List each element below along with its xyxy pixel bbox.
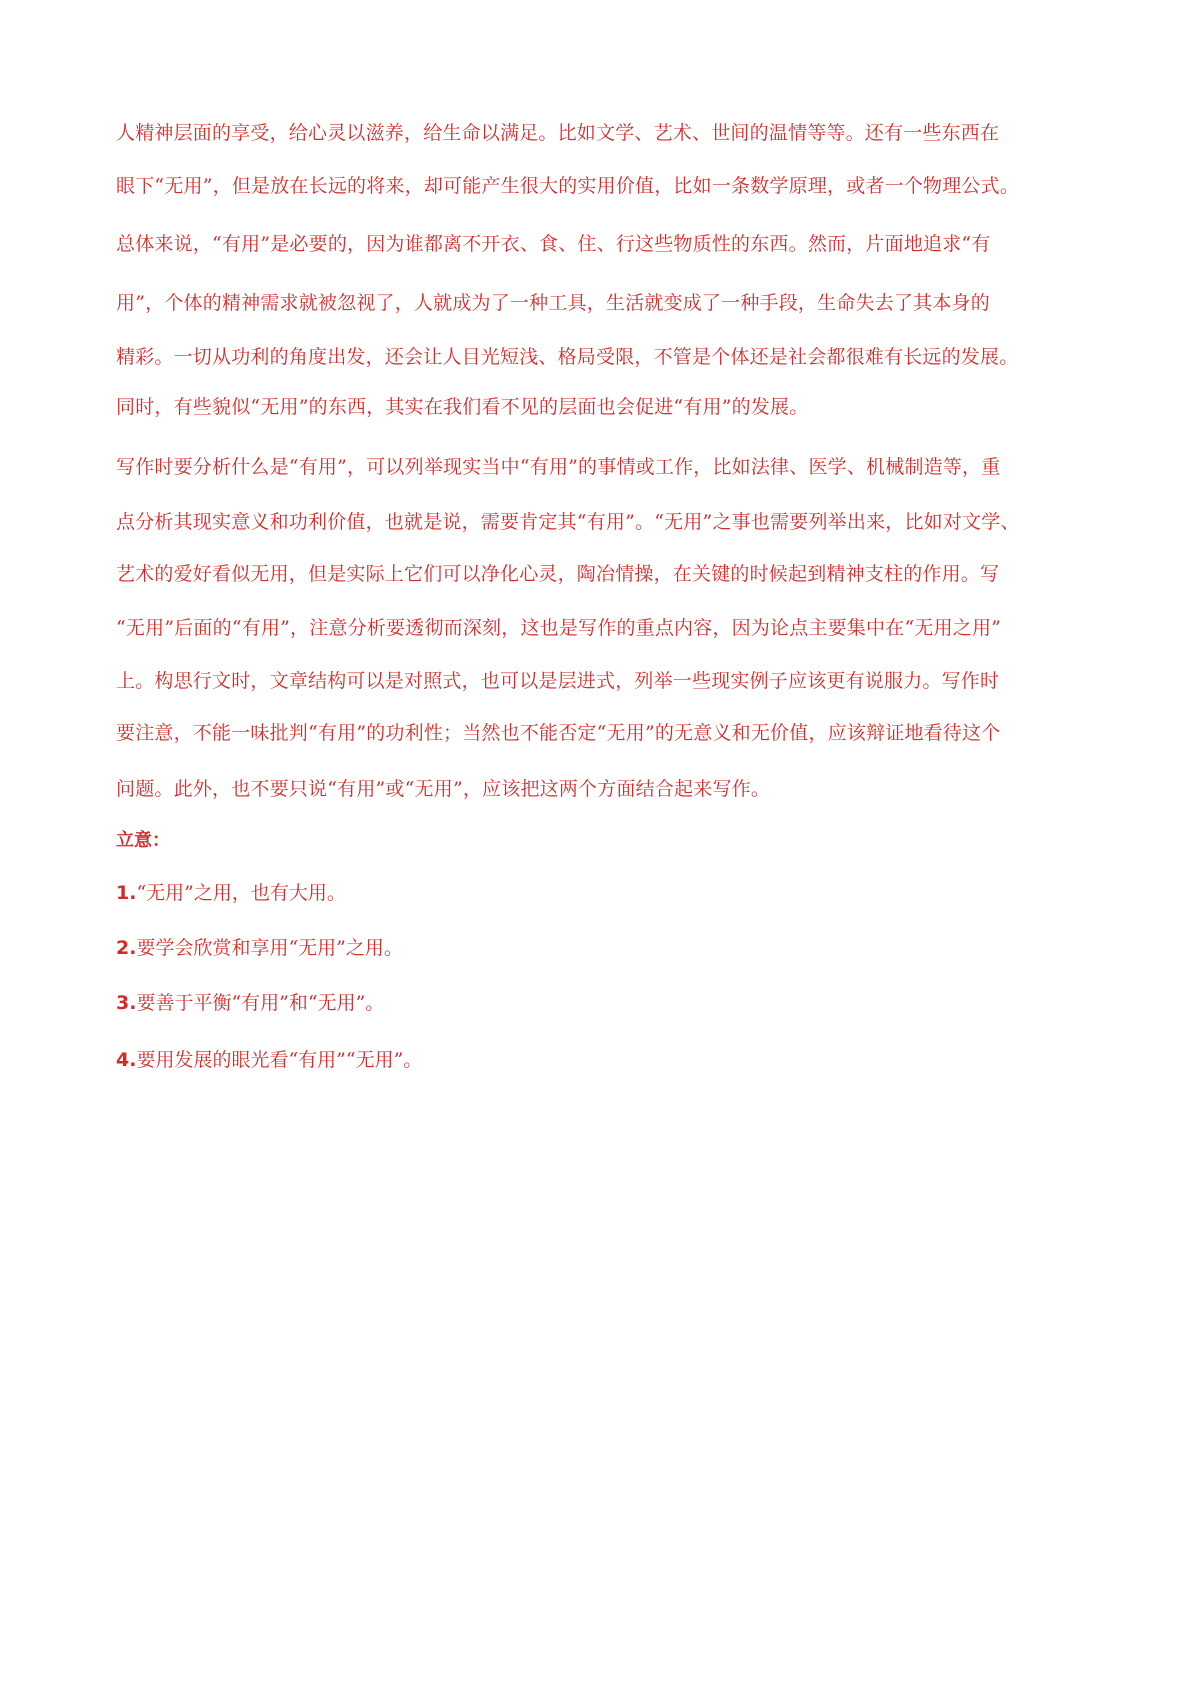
liyi-item-2 xyxy=(116,933,403,960)
paragraph-3-line-4: “无用”后面的“有用”，注意分析要透彻而深刻，这也是写作的重点内容，因为论点主要集中在“无用之用” xyxy=(116,617,1002,639)
liyi-item-4 xyxy=(116,1045,422,1072)
paragraph-2-line-4: 同时，有些貌似“无用”的东西，其实在我们看不见的层面也会促进“有用”的发展。 xyxy=(116,396,809,418)
liyi-item-1 xyxy=(116,878,346,905)
paragraph-3-line-7: 问题。此外，也不要只说“有用”或“无用”，应该把这两个方面结合起来写作。 xyxy=(116,778,771,800)
paragraph-3-line-1: 写作时要分析什么是“有用”，可以列举现实当中“有用”的事情或工作，比如法律、医学、机械制造等，重 xyxy=(116,456,1001,478)
paragraph-2-line-3: 精彩。一切从功利的角度出发，还会让人目光短浅、格局受限，不管是个体还是社会都很难有长远的发展。 xyxy=(116,346,1019,368)
liyi-item-text: 要用发展的眼光看“有用”“无用”。 xyxy=(136,1049,423,1071)
paragraph-2-line-2: 用”，个体的精神需求就被忽视了，人就成为了一种工具，生活就变成了一种手段，生命失去了其本身的 xyxy=(116,292,990,314)
liyi-item-number: 4. xyxy=(116,1049,137,1071)
paragraph-3-line-3: 艺术的爱好看似无用，但是实际上它们可以净化心灵，陶冶情操，在关键的时候起到精神支柱的作用。写 xyxy=(116,563,1000,585)
liyi-heading: 立意： xyxy=(116,830,170,851)
paragraph-1-line-2: 眼下“无用”，但是放在长远的将来，却可能产生很大的实用价值，比如一条数学原理，或者一个物理公式。 xyxy=(116,175,1020,197)
liyi-item-text: “无用”之用，也有大用。 xyxy=(136,882,346,904)
liyi-item-text: 要善于平衡“有用”和“无用”。 xyxy=(136,992,385,1014)
liyi-item-3 xyxy=(116,988,384,1015)
paragraph-1-line-1: 人精神层面的享受，给心灵以滋养，给生命以满足。比如文学、艺术、世间的温情等等。还有一些东西在 xyxy=(116,122,1000,144)
paragraph-3-line-2: 点分析其现实意义和功利价值，也就是说，需要肯定其“有用”。“无用”之事也需要列举出来，比如对文学、 xyxy=(116,511,1020,533)
liyi-item-text: 要学会欣赏和享用“无用”之用。 xyxy=(136,937,403,959)
liyi-item-number: 1. xyxy=(116,882,137,904)
paragraph-3-line-6: 要注意，不能一味批判“有用”的功利性；当然也不能否定“无用”的无意义和无价值，应该辩证地看待这个 xyxy=(116,722,1001,744)
paragraph-3-line-5: 上。构思行文时，文章结构可以是对照式，也可以是层进式，列举一些现实例子应该更有说服力。写作时 xyxy=(116,670,1000,692)
paragraph-2-line-1: 总体来说，“有用”是必要的，因为谁都离不开衣、食、住、行这些物质性的东西。然而，片面地追求“有 xyxy=(116,233,991,255)
liyi-item-number: 3. xyxy=(116,992,137,1014)
liyi-item-number: 2. xyxy=(116,937,137,959)
